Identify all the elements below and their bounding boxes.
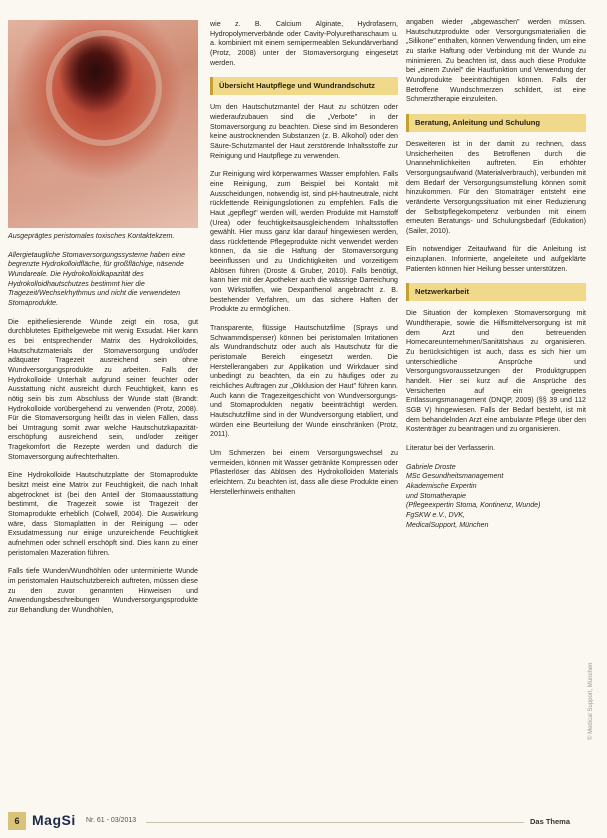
- wound-photo: [8, 20, 198, 228]
- page-footer: [0, 808, 607, 838]
- column-right: [406, 18, 586, 530]
- author-line: Akademische Expertin: [406, 481, 477, 490]
- paragraph: angaben wieder „abgewaschen" werden müssen. Hautschutzprodukte oder Versorgungsmaterialien die „Silikone" enthalten, können Verwendung finden, um eine zu starke Haftung oder Verbindung mit der Wunde zu minimieren. Zu beachten ist, dass auch diese Produkte bei „einem Zuviel" die Hautfunktion und Verwendung der Wundprodukte beeinträchtigen können. Falls der Betroffene Wundschmerzen schildert, ist eine Schmerztherapie einzuleiten.: [406, 18, 586, 104]
- issue-number: Nr. 61 - 03/2013: [86, 817, 137, 824]
- paragraph: Eine Hydrokolloide Hautschutzplatte der Stomaprodukte besitzt meist eine Matrix zur Feuchtigkeit, die nach Inhalt abgetrocknet ist (bei den Anteil der Stomaausstattung bestimmt, die Tragezeit sowie ist Tragezeit der Stomaprodukte erheblich (Colwell, 2004). Die Auswirkung wäre, dass Stomaplatten in der Reinigung — oder Exsudatmessung nur einige unzureichende Feuchtigkeit aufnehmen oder schnell erschöpft sind. Dies kann zu einer peristomalen Mazeration führen.: [8, 471, 198, 557]
- column-middle: [210, 20, 398, 506]
- section-heading: Netzwerkarbeit: [406, 283, 586, 301]
- paragraph: Desweiteren ist in der damit zu rechnen, dass Unsicherheiten des Betroffenen durch die Unannehmlichkeiten auftreten. Ein erhöhter Versorgungsaufwand (Materialverbrauch), verbunden mit dem Bedarf der Versorgungsumstellung können somit hinzukommen. Für den Stomaträger entsteht eine veränderte Versorgungssituation mit einer Reduzierung der Selbstpflegekompetenz verbunden mit einem erneuten Beratungs- und Schulungsbedarf (Edukation) (Sailer, 2010).: [406, 139, 586, 235]
- author-line: und Stomatherapie: [406, 491, 466, 500]
- caption-text: Allergietaugliche Stomaversorgungssysteme haben eine begrenzte Hydrokolloidfläche, für großflächige, näsende Wundareale. Die Hydrokolloidkapazität des Hydrokolloidhautschutzes bestimmt hier die Tragezeit/Wechselrhythmus und nicht die verwendeten Stomaprodukte.: [8, 250, 186, 307]
- paragraph: wie z. B. Calcium Alginate, Hydrofasern, Hydropolymerverbände oder Cavity-Polyurethanschaum u. a. kombiniert mit einem semipermeablen Sekundärverband (Protz, 2008) unter der Stomaversorgung eingesetzt werden.: [210, 20, 398, 67]
- figure-caption: [8, 232, 198, 309]
- paragraph: Falls tiefe Wunden/Wundhöhlen oder unterminierte Wunde im peristomalen Hautschutzbereich auftreten, müssen diese zu den zuvor genannten Hinweisen und Anwendungsbeschreibungen Wundversorgungsprodukte zur Behandlung der Wundhöhlen,: [8, 567, 198, 614]
- section-heading: Übersicht Hautpflege und Wundrandschutz: [210, 77, 398, 95]
- paragraph: Die Situation der komplexen Stomaversorgung mit Wundtherapie, sowie die Hilfsmittelversorgung ist mit dem Arzt und den betreuenden Homecareunternehmen/Sanitätshaus zu organisieren. Zu berücksichtigen ist auch, dass es sich hier um unterschiedliche Ansprüche und Versorgungsvoraussetzungen der Produktgruppen handelt. Hier sei kurz auf die Ansprüche des Versicherten auf ein geeignetes Entlassungsmanagement (DNQP, 2009) (§§ 39 und 112 SGB V) hingewiesen. Falls der Bedarf besteht, ist mit dem behandelnden Arzt eine ambulante Pflege über den Kostenträger zu beantragen und zu organisieren.: [406, 309, 586, 434]
- paragraph: Zur Reinigung wird körperwarmes Wasser empfohlen. Falls eine Reinigung, zum Beispiel bei Kontakt mit Ausscheidungen, notwendig ist, sind pH-hautneutrale, nicht rückfettende Reinigungslotionen zu empfehlen. Falls die Haut „gepflegt" werden will, werden Produkte mit Harnstoff (Urea) oder feuchtigkeitsausgleichendem Inhaltsstoffen gewählt. Hier muss ganz klar darauf hingewiesen werden, dass rückfettende Pflegeprodukte nicht verwendet werden können, da sie die Haftung der Stomaversorgung beeinflussen und zu Undichtigkeiten und vorzeitigem Ablösen führen (Droste & Gruber, 2010). Falls benötigt, kann hier mit der Apotheker auch die wässrige Darreichung von Wirkstoffen, wie Dexpanthenol angebracht z. B. bestehender Verfahren, um das sichere Haften der Produkte zu ermöglichen.: [210, 170, 398, 314]
- page-number: 6: [8, 812, 26, 830]
- paragraph: Die epitheliesierende Wunde zeigt ein rosa, gut durchblutetes Epithelgewebe mit wenig Exsudat. Hier kann es bei entsprechender Matrix des Hydrokolloides, Hautschutzmaterials der Stomaversorgung und/oder adäquater Tragezeit ausreichend sein ohne Wundversorgungsprodukte zu arbeiten. Falls der Hydrokolloide Unterhalt aufgrund seiner feuchter oder Ausstattung nicht ausreicht durch Feuchtigkeit, kann es nötig sein bis zum Abschluss der Wunde statt (Brandt: Hydrokolloide vorübergehend zu verwenden (Protz, 2008). Für die Stomaversorgung heißt das in vielen Fällen, dass bei Umtragung somit zwar welche Hautschutzkapazität-erschöpfung ausreichend sein, und/oder zeitiger Tragekomfort die Rezepte werden und dadurch die Stomaversorgung aufrechterhalten.: [8, 317, 198, 461]
- section-label: Das Thema: [530, 817, 571, 826]
- paragraph: Transparente, flüssige Hautschutzfilme (Sprays und Schwammdispenser) können bei peristomalen Irritationen als Wundrandschutz oder auch als Hautschutz für die peristomale Bereich eingesetzt werden. Die Herstellerangaben zur Applikation und Wirkdauer sind unbedingt zu beachten, da ein zu häufiges oder zu reichliches Auftragen zur „Okklusion der Haut" führen kann. Auch kann die Tragezeitgeschicht von Wundversorgungs- und Stomaprodukten negativ beeinträchtigt werden. Hautschutzfilme sind in der Wundversorgung etabliert, und würden eine Beurteilung der Wunde einschränken (Protz, 2011).: [210, 324, 398, 439]
- paragraph: Ein notwendiger Zeitaufwand für die Anleitung ist einzuplanen. Informierte, angeleitete und aufgeklärte Patienten können hier Heilung besser unterstützen.: [406, 245, 586, 273]
- photo-credit: © Medical Support, München: [588, 662, 594, 740]
- magazine-logo: MagSi: [32, 812, 76, 828]
- author-name: Gabriele Droste: [406, 462, 456, 471]
- stoma-rim: [46, 30, 162, 146]
- column-left: [8, 20, 198, 625]
- author-line: (Pflegeexpertin Stoma, Kontinenz, Wunde): [406, 501, 541, 510]
- author-line: MedicalSupport, München: [406, 520, 489, 529]
- literature-note: Literatur bei der Verfasserin.: [406, 443, 496, 452]
- paragraph: Um Schmerzen bei einem Versorgungswechsel zu vermeiden, können mit Wasser getränkte Kompressen oder Pflasterlöser das Ablösen des Hydrokolloiden Materials erleichtern. Zu beachten ist, dass alle diese Produkte einen Herstellerhinweis enthalten: [210, 448, 398, 496]
- footer-divider: [146, 822, 524, 823]
- paragraph: Um den Hautschutzmantel der Haut zu schützen oder wiederaufzubauen sind die „Verbote" in der Stomaversorgung zu beachten. Diese sind im Besonderen keine austrocknenden Substanzen (z. B. Alkohol) oder den Säure-Schutzmantel der Haut zerstörende Inhaltsstoffe zur Reinigung und Hautpflege zu verwenden.: [210, 103, 398, 160]
- section-heading: Beratung, Anleitung und Schulung: [406, 114, 586, 132]
- caption-title: Ausgeprägtes peristomales toxisches Kontaktekzem.: [8, 232, 175, 240]
- author-line: MSc Gesundheitsmanagement: [406, 472, 504, 481]
- author-line: FgSKW e.V., DVK,: [406, 510, 465, 519]
